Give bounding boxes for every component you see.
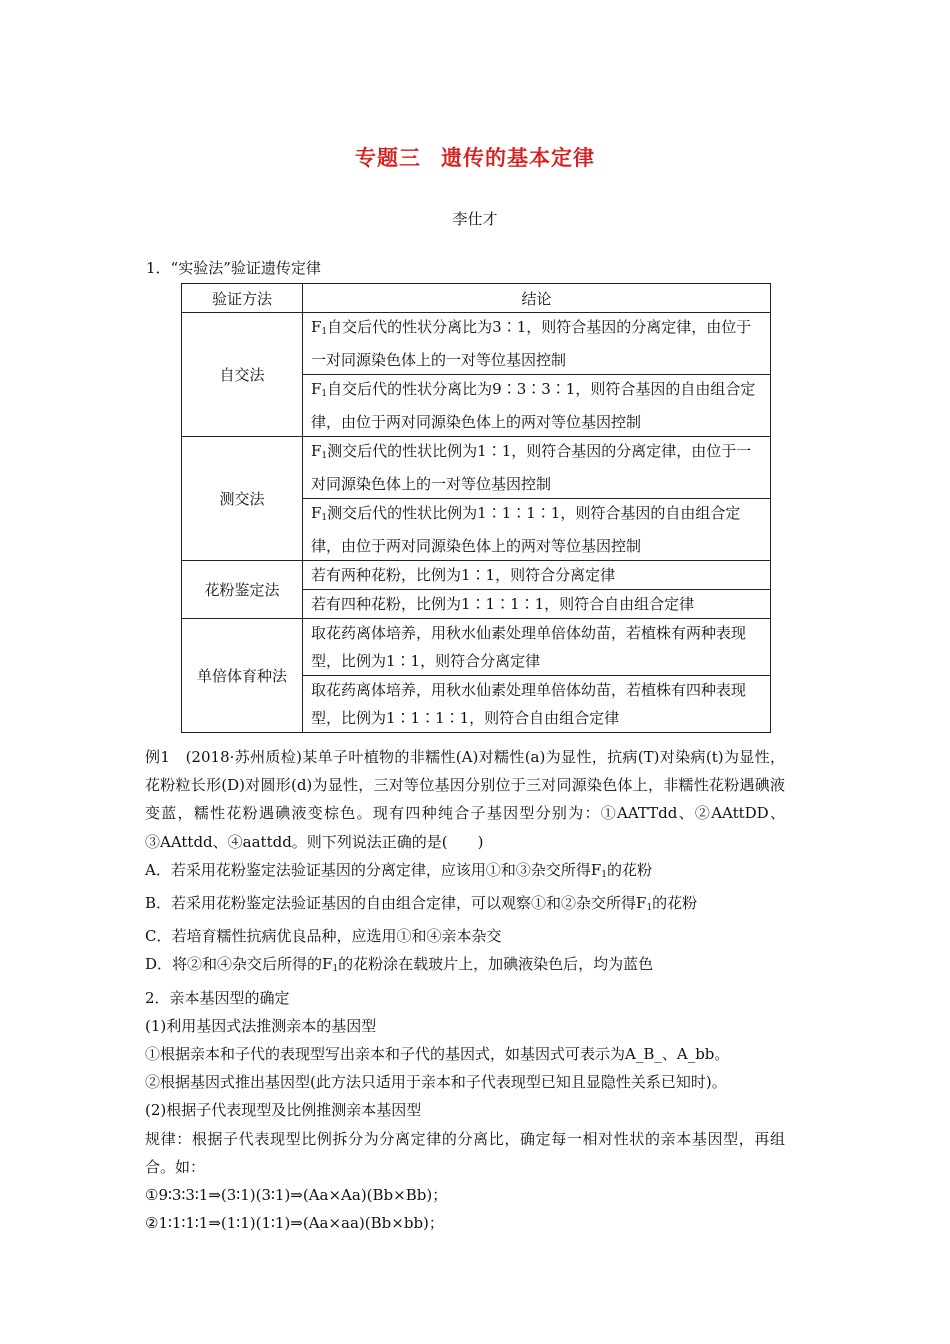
conclusion-cell: $F_1$自交后代的性状分离比为3∶1，则符合基因的分离定律，由位于一对同源染色体上的一对等位基因控制 <box>303 313 771 375</box>
method-cell: 单倍体育种法 <box>182 619 303 733</box>
example-stem: 例1 (2018·苏州质检)某单子叶植物的非糯性(A)对糯性(a)为显性，抗病(T)对染病(t)为显性，花粉粒长形(D)对圆形(d)为显性，三对等位基因分别位于三对同源染色体上，非糯性花粉遇碘液变蓝，糯性花粉遇碘液变棕色。现有四种纯合子基因型分别为：①AATTdd、②AAttDD、③AAttdd、④aattdd。则下列说法正确的是( ) <box>145 748 785 851</box>
header-method: 验证方法 <box>182 284 303 313</box>
method-cell: 花粉鉴定法 <box>182 561 303 619</box>
conclusion-cell: 若有四种花粉，比例为1∶1∶1∶1，则符合自由组合定律 <box>303 590 771 619</box>
method-cell: 测交法 <box>182 437 303 561</box>
page-title <box>0 142 950 172</box>
header-conclusion: 结论 <box>303 284 771 313</box>
table-row <box>182 437 771 499</box>
title-part1: 专题三 <box>355 145 421 170</box>
method-cell: 自交法 <box>182 313 303 437</box>
conclusion-cell: 取花药离体培养，用秋水仙素处理单倍体幼苗，若植株有四种表现型，比例为1∶1∶1∶1，则符合自由组合定律 <box>303 676 771 733</box>
title-part2: 遗传的基本定律 <box>441 145 595 170</box>
option-a: A．若采用花粉鉴定法验证基因的分离定律，应该用①和③杂交所得$F_1$的花粉 <box>145 860 652 880</box>
section2-item2: ②根据基因式推出基因型(此方法只适用于亲本和子代表现型已知且显隐性关系已知时)。 <box>145 1073 727 1092</box>
author: 李仕才 <box>452 210 498 228</box>
conclusion-cell: $F_1$自交后代的性状分离比为9∶3∶3∶1，则符合基因的自由组合定律，由位于两对同源染色体上的两对等位基因控制 <box>303 375 771 437</box>
table-row <box>182 561 771 590</box>
table-row <box>182 313 771 375</box>
option-c: C．若培育糯性抗病优良品种，应选用①和④亲本杂交 <box>145 927 502 946</box>
verification-table <box>181 283 771 733</box>
conclusion-cell: $F_1$测交后代的性状比例为1∶1，则符合基因的分离定律，由位于一对同源染色体上的一对等位基因控制 <box>303 437 771 499</box>
section2-sub1: (1)利用基因式法推测亲本的基因型 <box>145 1016 377 1035</box>
conclusion-cell: $F_1$测交后代的性状比例为1∶1∶1∶1，则符合基因的自由组合定律，由位于两对同源染色体上的两对等位基因控制 <box>303 499 771 561</box>
section2-sub2: (2)根据子代表现型及比例推测亲本基因型 <box>145 1101 422 1120</box>
section1-heading: 1．“实验法”验证遗传定律 <box>146 259 321 277</box>
section2-item1: ①根据亲本和子代的表现型写出亲本和子代的基因式，如基因式可表示为A_B_、A_bb。 <box>145 1045 730 1064</box>
option-b: B．若采用花粉鉴定法验证基因的自由组合定律，可以观察①和②杂交所得$F_1$的花粉 <box>145 894 698 914</box>
section2-heading: 2．亲本基因型的确定 <box>145 988 290 1007</box>
table-row <box>182 619 771 676</box>
section2-rule: 规律：根据子代表现型比例拆分为分离定律的分离比，确定每一相对性状的亲本基因型，再组合。如： <box>145 1129 785 1176</box>
conclusion-cell: 若有两种花粉，比例为1∶1，则符合分离定律 <box>303 561 771 590</box>
document-body <box>145 743 785 1237</box>
equation-2: ②1∶1∶1∶1⇒(1∶1)(1∶1)⇒(Aa×aa)(Bb×bb)； <box>145 1214 444 1233</box>
conclusion-cell: 取花药离体培养，用秋水仙素处理单倍体幼苗，若植株有两种表现型，比例为1∶1，则符合分离定律 <box>303 619 771 676</box>
table-header-row <box>182 284 771 313</box>
option-d: D．将②和④杂交后所得的$F_1$的花粉涂在载玻片上，加碘液染色后，均为蓝色 <box>145 955 654 975</box>
equation-1: ①9∶3∶3∶1⇒(3∶1)(3∶1)⇒(Aa×Aa)(Bb×Bb)； <box>145 1186 448 1205</box>
